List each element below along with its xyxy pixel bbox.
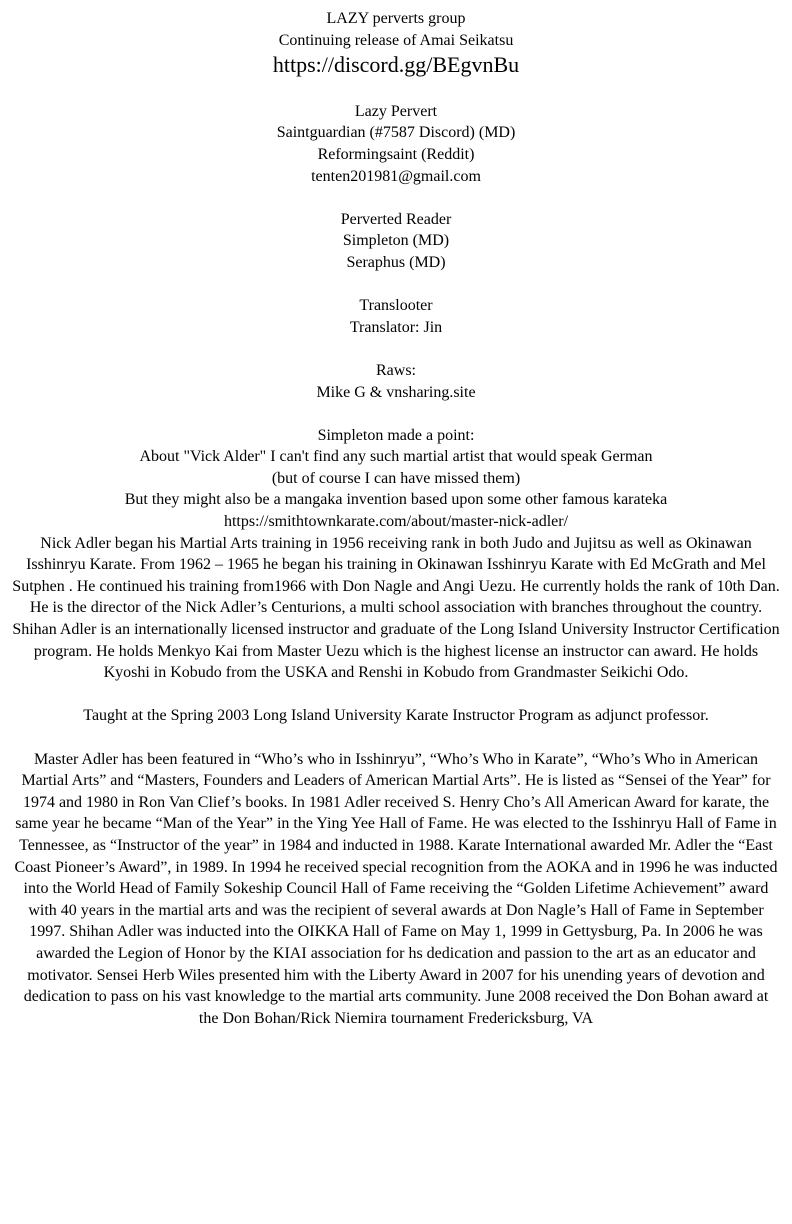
credit-perverted-reader bbox=[12, 209, 780, 274]
credit-email[interactable]: tenten201981@gmail.com bbox=[311, 167, 481, 185]
spacer bbox=[12, 403, 780, 425]
discord-link[interactable]: https://discord.gg/BEgvnBu bbox=[272, 52, 520, 78]
note-line: Simpleton made a point: bbox=[317, 426, 475, 444]
credit-heading: Perverted Reader bbox=[340, 210, 452, 228]
bio-paragraph: Nick Adler began his Martial Arts training in 1956 receiving rank in both Judo and Jujitsu as well as Okinawan Isshinryu Karate. From 1962 – 1965 he began his training in Okinawan Isshinryu Karate with Ed McGrath and Mel Sutphen . He continued his training from1966 with Don Nagle and Angi Uezu. He currently holds the rank of 10th Dan. He is the director of the Nick Adler’s Centurions, a multi school association with branches throughout the country. Shihan Adler is an internationally licensed instructor and graduate of the Long Island University Instructor Certification program. He holds Menkyo Kai from Master Uezu which is the highest license an instructor can award. He holds Kyoshi in Kobudo from the USKA and Renshi in Kobudo from Grandmaster Seikichi Odo. bbox=[12, 534, 780, 682]
release-title: Continuing release of Amai Seikatsu bbox=[278, 31, 514, 49]
credit-name: Mike G & vnsharing.site bbox=[316, 383, 476, 401]
document-page bbox=[12, 8, 780, 1029]
spacer bbox=[12, 187, 780, 209]
biography bbox=[12, 533, 780, 1030]
credit-raws bbox=[12, 360, 780, 403]
credit-translooter bbox=[12, 295, 780, 338]
credit-name: Translator: Jin bbox=[349, 318, 443, 336]
credit-name: Seraphus (MD) bbox=[346, 253, 446, 271]
bio-paragraph: Master Adler has been featured in “Who’s who in Isshinryu”, “Who’s Who in Karate”, “Who’s Who in American Martial Arts” and “Masters, Founders and Leaders of American Martial Arts”. He is listed as “Sensei of the Year” for 1974 and 1980 in Ron Van Clief’s books. In 1981 Adler received S. Henry Cho’s All American Award for karate, the same year he became “Man of the Year” in the Ying Yee Hall of Fame. He was elected to the Isshinryu Hall of Fame in Tennessee, as “Instructor of the year” in 1984 and inducted in 1988. Karate International awarded Mr. Adler the “East Coast Pioneer’s Award”, in 1989. In 1994 he received special recognition from the AOKA and in 1996 he was inducted into the World Head of Family Sokeship Council Hall of Fame receiving the “Golden Lifetime Achievement” award with 40 years in the martial arts and was the recipient of several awards at Don Nagle’s Hall of Fame in September 1997. Shihan Adler was inducted into the OIKKA Hall of Fame on May 1, 1999 in Gettysburg, Pa. In 2006 he was awarded the Legion of Honor by the KIAI association for hs dedication and passion to the art as an educator and motivator. Sensei Herb Wiles presented him with the Liberty Award in 2007 for his unending years of devotion and dedication to pass on his vast knowledge to the martial arts community. June 2008 received the Don Bohan award at the Don Bohan/Rick Niemira tournament Fredericksburg, VA bbox=[14, 750, 778, 1027]
credit-lazy-pervert bbox=[12, 101, 780, 187]
source-link[interactable]: https://smithtownkarate.com/about/master-nick-adler/ bbox=[223, 513, 569, 531]
bio-paragraph: Taught at the Spring 2003 Long Island University Karate Instructor Program as adjunct professor. bbox=[83, 707, 709, 725]
credit-heading: Translooter bbox=[359, 297, 433, 315]
spacer bbox=[12, 274, 780, 296]
credit-name: Reformingsaint (Reddit) bbox=[317, 145, 475, 163]
release-header bbox=[12, 8, 780, 79]
group-name: LAZY perverts group bbox=[326, 10, 466, 27]
credit-name: Saintguardian (#7587 Discord) (MD) bbox=[276, 124, 516, 142]
spacer bbox=[12, 338, 780, 360]
spacer bbox=[12, 684, 780, 706]
note-line: (but of course I can have missed them) bbox=[271, 469, 521, 487]
note-line: About "Vick Alder" I can't find any such martial artist that would speak German bbox=[139, 448, 653, 466]
credit-heading: Lazy Pervert bbox=[354, 102, 438, 120]
credit-name: Simpleton (MD) bbox=[342, 232, 450, 250]
spacer bbox=[12, 727, 780, 749]
note-line: But they might also be a mangaka invention based upon some other famous karateka bbox=[124, 491, 668, 509]
spacer bbox=[12, 79, 780, 101]
credit-heading: Raws: bbox=[376, 361, 416, 379]
translator-note bbox=[12, 425, 780, 533]
